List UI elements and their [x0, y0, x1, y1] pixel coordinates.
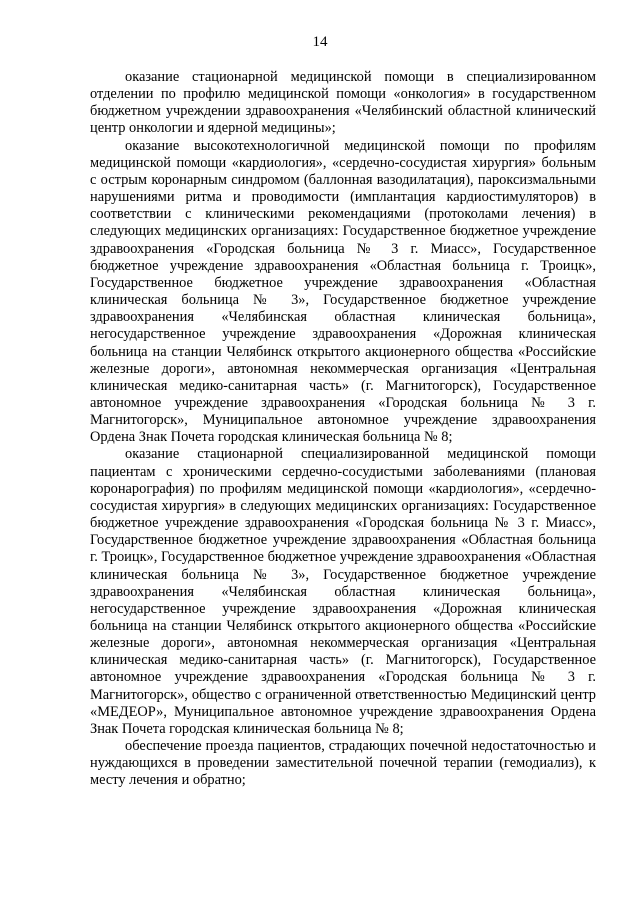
paragraph-high-tech-cardiology-care: оказание высокотехнологичной медицинской помощи по профилям медицинской помощи «кардиология», «сердечно-сосудистая хирургия» больным с острым коронарным синдромом (баллонная вазодилатация), пароксизмальными нарушениями ритма и проводимости (имплантация кардиостимуляторов) в соответствии с клиническими рекомендациями (протоколами лечения) в следующих медицинских организациях: Государственное бюджетное учреждение здравоохранения «Городская больница № 3 г. Миасс», Государственное бюджетное учреждение здравоохранения «Областная больница г. Троицк», Государственное бюджетное учреждение здравоохранения «Областная клиническая больница № 3», Государственное бюджетное учреждение здравоохранения «Челябинская областная клиническая больница», негосударственное учреждение здравоохранения «Дорожная клиническая больница на станции Челябинск открытого акционерного общества «Российские железные дороги», автономная некоммерческая организация «Центральная клиническая медико-санитарная часть» (г. Магнитогорск), Государственное автономное учреждение здравоохранения «Городская больница № 3 г. Магнитогорск», Муниципальное автономное учреждение здравоохранения Ордена Знак Почета городская клиническая больница № 8; — [90, 137, 596, 446]
paragraph-oncology-care: оказание стационарной медицинской помощи в специализированном отделении по профилю медицинской помощи «онкология» в государственном бюджетном учреждении здравоохранения «Челябинский областной клинический центр онкологии и ядерной медицины»; — [90, 69, 596, 137]
page-number: 14 — [312, 34, 328, 50]
paragraph-hemodialysis-transport: обеспечение проезда пациентов, страдающих почечной недостаточностью и нуждающихся в проведении заместительной почечной терапии (гемодиализ), к месту лечения и обратно; — [90, 738, 596, 789]
paragraph-planned-coronarography-care: оказание стационарной специализированной медицинской помощи пациентам с хроническими сердечно-сосудистыми заболеваниями (плановая коронарография) по профилям медицинской помощи «кардиология», «сердечно-сосудистая хирургия» в следующих медицинских организациях: Государственное бюджетное учреждение здравоохранения «Городская больница № 3 г. Миасс», Государственное бюджетное учреждение здравоохранения «Областная больница г. Троицк», Государственное бюджетное учреждение здравоохранения «Областная клиническая больница № 3», Государственное бюджетное учреждение здравоохранения «Челябинская областная клиническая больница», негосударственное учреждение здравоохранения «Дорожная клиническая больница на станции Челябинск открытого акционерного общества «Российские железные дороги», автономная некоммерческая организация «Центральная клиническая медико-санитарная часть» (г. Магнитогорск), Государственное автономное учреждение здравоохранения «Городская больница № 3 г. Магнитогорск», общество с ограниченной ответственностью Медицинский центр «МЕДЕОР», Муниципальное автономное учреждение здравоохранения Ордена Знак Почета городская клиническая больница № 8; — [90, 446, 596, 737]
document-body — [90, 69, 596, 790]
